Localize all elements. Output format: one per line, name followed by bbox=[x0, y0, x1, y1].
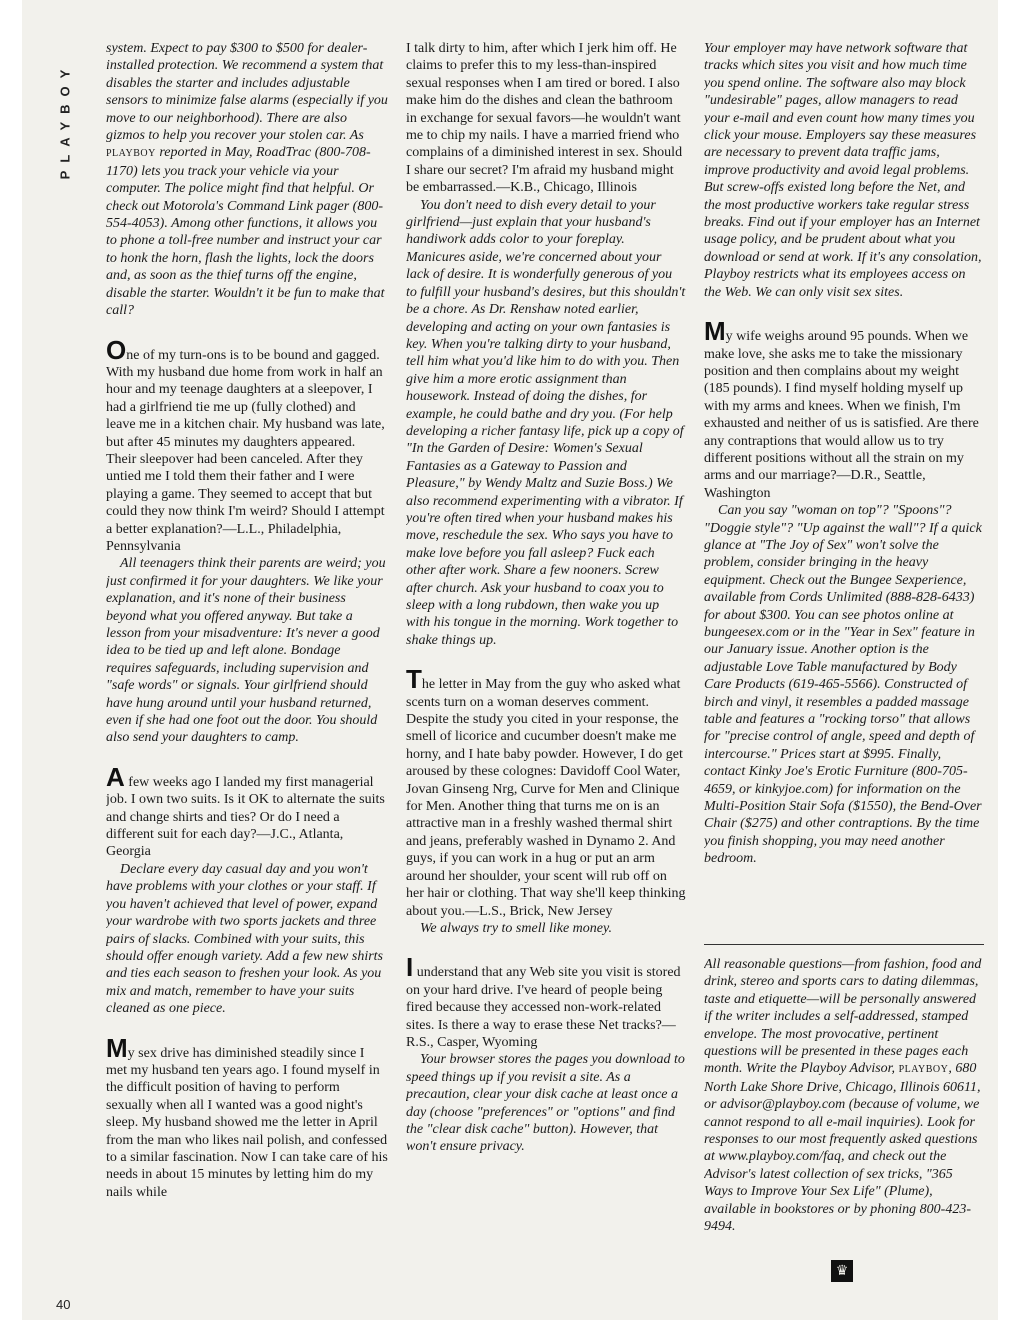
drop-cap: O bbox=[106, 334, 127, 365]
running-head-text: PLAYBOY bbox=[57, 61, 73, 179]
advisor-instructions: All reasonable questions—from fashion, food and drink, stereo and sports cars to dating dilemmas, taste and etiquette—will be personally answered if the writer includes a self-addressed, stamped envelope. The most provocative, pertinent questions will be presented in these pages each month. Write the Playboy Advisor, PLAYBOY, 680 North Lake Shore Drive, Chicago, Illinois 60611, or advisor@playboy.com (because of volume, we cannot respond to all e-mail inquiries). Look for responses to our most frequently asked questions at www.playboy.com/faq, and check out the Advisor's latest collection of sex tricks, "365 Ways to Improve Your Sex Life" (Plume), available in bookstores or by phoning 800-423-9494. bbox=[704, 957, 982, 1235]
running-head bbox=[52, 40, 78, 200]
question-scents: The letter in May from the guy who asked what scents turn on a woman deserves comment. Despite the study you cited in your response, the smell of licorice and cucumber doesn't make me horny, and I hate baby powder. However, I do get aroused by these colognes: Davidoff Cool Water, Jovan Ginseng Nrg, Curve for Men and Clinique for Men. Another thing that turns me on is an attractive man in a freshly washed thermal shirt and jeans, preferably washed in Dynamo 2. And guys, if you can work in a hug or put an arm around her shoulder, your scent will rub off on her hair or clothing. That way she'll keep thinking about you.—L.S., Brick, New Jersey bbox=[406, 664, 686, 919]
column-1 bbox=[106, 40, 388, 1292]
drop-cap: M bbox=[704, 316, 726, 347]
answer-scents: We always try to smell like money. bbox=[420, 920, 612, 936]
small-caps-publication: PLAYBOY bbox=[106, 148, 156, 160]
question-sex-drive: My sex drive has diminished steadily since I met my husband ten years ago. I found myself in the difficult position of having to perform sexually when all I wanted was a good night's sleep. My husband showed me the letter in April from the man who likes nail polish, and confessed to a similar fascination. Now I can take care of his needs in about 15 minutes by letting him do my nails while bbox=[106, 1032, 388, 1200]
answer-sex-drive: You don't need to dish every detail to your girlfriend—just explain that your husband's handiwork adds color to your foreplay. Manicures aside, we're concerned about your lack of desire. It is wonderfully generous of you to fulfill your husband's desires, but this shouldn't be a chore. As Dr. Renshaw noted earlier, developing and acting on your own fantasies is key. When you're talking dirty to your husband, tell him what you'd like him to do with you. Then give him a more erotic assignment than housework. Instead of doing the dishes, for example, he could bathe and dry you. (For help developing a richer fantasy life, pick up a copy of "In the Garden of Desire: Women's Sexual Fantasies as a Gateway to Passion and Pleasure," by Wendy Maltz and Suzie Boss.) We also recommend experimenting with a vibrator. If you're often tired when your husband makes his move, reschedule the sex. Who says you have to make love before you fall asleep? Fuck each other after work. Share a few nooners. Screw after church. Ask your husband to coax you to sleep with a long rubdown, then wake you up with his tongue in the morning. Work together to shake things up. bbox=[406, 197, 686, 648]
column-2 bbox=[406, 40, 686, 1292]
drop-cap: M bbox=[106, 1032, 128, 1063]
answer-weight: Can you say "woman on top"? "Spoons"? "Doggie style"? "Up against the wall"? If a quick glance at "The Joy of Sex" won't solve the problem, consider bringing in the heavy equipment. Check out the Bungee Sexperience, available from Cords Unlimited (888-828-6433) for about $300. You can see photos online at bungeesex.com or in the "Year in Sex" feature in our January issue. Another option is the adjustable Love Table manufactured by Body Care Products (619-465-5566). Constructed of birch and vinyl, it resembles a padded massage table and features a "rocking torso" that allows for "precise control of angle, speed and depth of intercourse." Prices start at $995. Finally, contact Kinky Joe's Erotic Furniture (800-705-4659, or kinkyjoe.com) for information on the Multi-Position Stair Sofa ($1550), the Bend-Over Chair ($275) and other contraptions. By the time you finish shopping, you may need another bedroom. bbox=[704, 503, 982, 867]
rabbit-head-logo-icon: ♛ bbox=[831, 1260, 853, 1282]
magazine-page bbox=[22, 0, 998, 1320]
answer-web-tracks-continued: Your employer may have network software that tracks which sites you visit and how much time you spend online. The software also may block "undesirable" pages, allow managers to read your e-mail and even count how many times you click your mouse. Employers say these measures are necessary to prevent data traffic jams, improve productivity and avoid legal problems. But screw-offs existed long before the Net, and the most productive workers take regular stress breaks. Find out if your employer has an Internet usage policy, and be prudent about what you download or send at work. If it's any consolation, Playboy restricts what its employees access on the Web. We can only visit sex sites. bbox=[704, 41, 982, 300]
question-suits: A few weeks ago I landed my first managerial job. I own two suits. Is it OK to alternate the suits and change shirts and ties? Or do I need a different suit for each day?—J.C., Atlanta, Georgia bbox=[106, 761, 385, 860]
drop-cap: A bbox=[106, 761, 125, 792]
small-caps-publication: PLAYBOY bbox=[898, 1064, 949, 1076]
column-divider-rule bbox=[704, 944, 984, 945]
page-number: 40 bbox=[56, 1297, 71, 1312]
question-bondage: One of my turn-ons is to be bound and gagged. With my husband due home from work in half an hour and my teenage daughters at a sleepover, I had a girlfriend tie me up (fully clothed) and leave me in a kitchen chair. My husband was late, but after 45 minutes my daughters appeared. Their sleepover had been canceled. After they untied me I told them their father and I were playing a game. They seemed to accept that but could they now think I'm weird? Should I attempt a better explanation?—L.L., Philadelphia, Pennsylvania bbox=[106, 334, 385, 554]
drop-cap: I bbox=[406, 952, 414, 983]
question-sex-drive-continued: I talk dirty to him, after which I jerk him off. He claims to prefer this to my less-than-inspired sexual responses when I am tired or bored. I also make him do the dishes and clean the bathroom in exchange for sexual favors—he wouldn't want me to chip my nails. I have a married friend who complains of a diminished interest in sex. Should I share our secret? I'm afraid my husband might be embarrassed.—K.B., Chicago, Illinois bbox=[406, 41, 683, 196]
drop-cap: T bbox=[406, 664, 422, 695]
answer-bondage: All teenagers think their parents are weird; you just confirmed it for your daughters. We like your explanation, and it's none of their business beyond what you offered anyway. But take a lesson from your misadventure: It's never a good idea to be tied up and left alone. Bondage requires safeguards, including supervision and "safe words" or signals. Your girlfriend should have hung around until your husband returned, even if she had one foot out the door. You should also send your daughters to camp. bbox=[106, 556, 386, 746]
answer-web-tracks: Your browser stores the pages you download to speed things up if you revisit a site. As a precaution, clear your disk cache at least once a day (choose "preferences" or "options" and find the "clear disk cache" button). However, that won't ensure privacy. bbox=[406, 1052, 685, 1155]
question-weight: My wife weighs around 95 pounds. When we make love, she asks me to take the missionary position and then complains about my weight (185 pounds). I find myself holding myself up with my arms and knees. When we finish, I'm exhausted and neither of us is satisfied. Are there any contraptions that would allow us to try different positions without all the strain on my arms and our marriage?—D.R., Seattle, Washington bbox=[704, 316, 979, 501]
question-web-tracks: I understand that any Web site you visit is stored on your hard drive. I've heard of people being fired because they accessed non-work-related sites. Is there a way to erase these Net tracks?—R.S., Casper, Wyoming bbox=[406, 952, 681, 1050]
answer-suits: Declare every day casual day and you won't have problems with your clothes or your staff. If you haven't achieved that level of power, expand your wardrobe with two sports jackets and three pairs of slacks. Combined with your suits, this should offer enough variety. Add a few new shirts and ties each season to freshen your look. As you mix and match, remember to have your suits cleaned as one piece. bbox=[106, 861, 384, 1017]
advisor-footer bbox=[704, 956, 984, 1256]
answer-car-alarm: system. Expect to pay $300 to $500 for dealer-installed protection. We recommend a system that disables the starter and includes adjustable sensors to minimize false alarms (especially if you move to our neighborhood). There are also gizmos to help you recover your stolen car. As PLAYBOY reported in May, RoadTrac (800-708-1170) lets you track your vehicle via your computer. The police might find that helpful. Or check out Motorola's Command Link pager (800-554-4053). Among other functions, it allows you to phone a toll-free number and instruct your car to honk the horn, flash the lights, lock the doors and, as soon as the thief turns off the engine, disable the starter. Wouldn't it be fun to make that call? bbox=[106, 41, 388, 319]
